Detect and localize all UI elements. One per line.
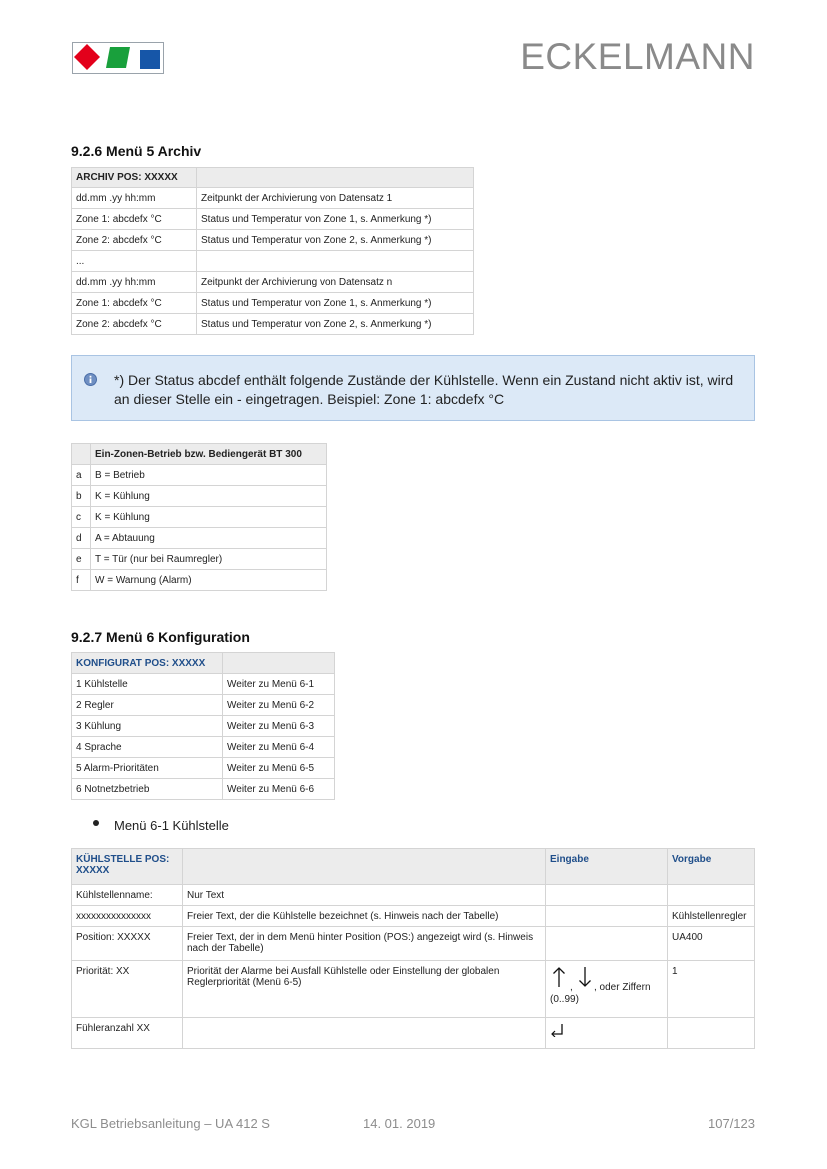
table-row: f W = Warnung (Alarm)	[72, 570, 327, 591]
footer-page: 107/123	[708, 1116, 755, 1131]
table-row: dd.mm .yy hh:mm Zeitpunkt der Archivierung von Datensatz 1	[72, 188, 474, 209]
info-note-text: *) Der Status abcdef enthält folgende Zustände der Kühlstelle. Wenn ein Zustand nicht aktiv ist, wird an dieser Stelle ein - eingetragen. Beispiel: Zone 1: abcdefx °C	[114, 372, 734, 407]
table-row: Zone 1: abcdefx °C Status und Temperatur von Zone 1, s. Anmerkung *)	[72, 209, 474, 230]
table-row: Zone 2: abcdefx °C Status und Temperatur von Zone 2, s. Anmerkung *)	[72, 314, 474, 335]
table-row: e T = Tür (nur bei Raumregler)	[72, 549, 327, 570]
eckelmann-logo	[72, 42, 164, 74]
logo-blue-square	[140, 50, 160, 69]
status-table-header: Ein-Zonen-Betrieb bzw. Bediengerät BT 300	[91, 444, 327, 465]
konfig-table	[71, 652, 335, 800]
status-table	[71, 443, 327, 591]
table-row: 6 Notnetzbetrieb Weiter zu Menü 6-6	[72, 779, 335, 800]
archiv-table	[71, 167, 474, 335]
brand-name: ECKELMANN	[520, 36, 755, 77]
archiv-table-header: ARCHIV POS: XXXXX	[72, 168, 197, 188]
table-row: Priorität: XX Priorität der Alarme bei Ausfall Kühlstelle oder Einstellung der globalen Reglerpriorität (Menü 6-5) , , oder Ziffern (0..99) 1	[72, 961, 755, 1018]
table-row: 4 Sprache Weiter zu Menü 6-4	[72, 737, 335, 758]
table-row: Zone 1: abcdefx °C Status und Temperatur von Zone 1, s. Anmerkung *)	[72, 293, 474, 314]
kuehlstelle-header-eingabe: Eingabe	[546, 849, 668, 885]
bullet-dot	[93, 820, 99, 826]
table-row: ...	[72, 251, 474, 272]
enter-icon	[550, 1023, 564, 1037]
table-row: Fühleranzahl XX	[72, 1018, 755, 1049]
table-row: Zone 2: abcdefx °C Status und Temperatur von Zone 2, s. Anmerkung *)	[72, 230, 474, 251]
table-row: 3 Kühlung Weiter zu Menü 6-3	[72, 716, 335, 737]
table-row: xxxxxxxxxxxxxxx Freier Text, der die Kühlstelle bezeichnet (s. Hinweis nach der Tabelle) Kühlstellenregler	[72, 906, 755, 927]
logo-green-parallelogram	[106, 47, 130, 68]
table-row: dd.mm .yy hh:mm Zeitpunkt der Archivierung von Datensatz n	[72, 272, 474, 293]
konfig-heading: 9.2.7 Menü 6 Konfiguration	[71, 629, 250, 645]
table-row: 5 Alarm-Prioritäten Weiter zu Menü 6-5	[72, 758, 335, 779]
bullet-text: Menü 6-1 Kühlstelle	[114, 818, 229, 833]
footer-date: 14. 01. 2019	[363, 1116, 436, 1131]
archiv-heading: 9.2.6 Menü 5 Archiv	[71, 143, 202, 159]
kuehlstelle-header-pos: KÜHLSTELLE POS: XXXXX	[72, 849, 183, 885]
table-row: Kühlstellenname: Nur Text	[72, 885, 755, 906]
table-row: a B = Betrieb	[72, 465, 327, 486]
info-note	[71, 355, 755, 421]
kuehlstelle-table	[71, 848, 755, 1049]
table-row: 1 Kühlstelle Weiter zu Menü 6-1	[72, 674, 335, 695]
table-row: b K = Kühlung	[72, 486, 327, 507]
konfig-table-header: KONFIGURAT POS: XXXXX	[72, 653, 223, 674]
table-row: Position: XXXXX Freier Text, der in dem Menü hinter Position (POS:) angezeigt wird (s. Hinweis nach der Tabelle) UA400	[72, 927, 755, 961]
kuehlstelle-header-vorgabe: Vorgabe	[668, 849, 755, 885]
table-row: c K = Kühlung	[72, 507, 327, 528]
footer-title: KGL Betriebsanleitung – UA 412 S	[71, 1116, 270, 1131]
info-icon	[84, 373, 97, 386]
table-row: d A = Abtauung	[72, 528, 327, 549]
table-row: 2 Regler Weiter zu Menü 6-2	[72, 695, 335, 716]
